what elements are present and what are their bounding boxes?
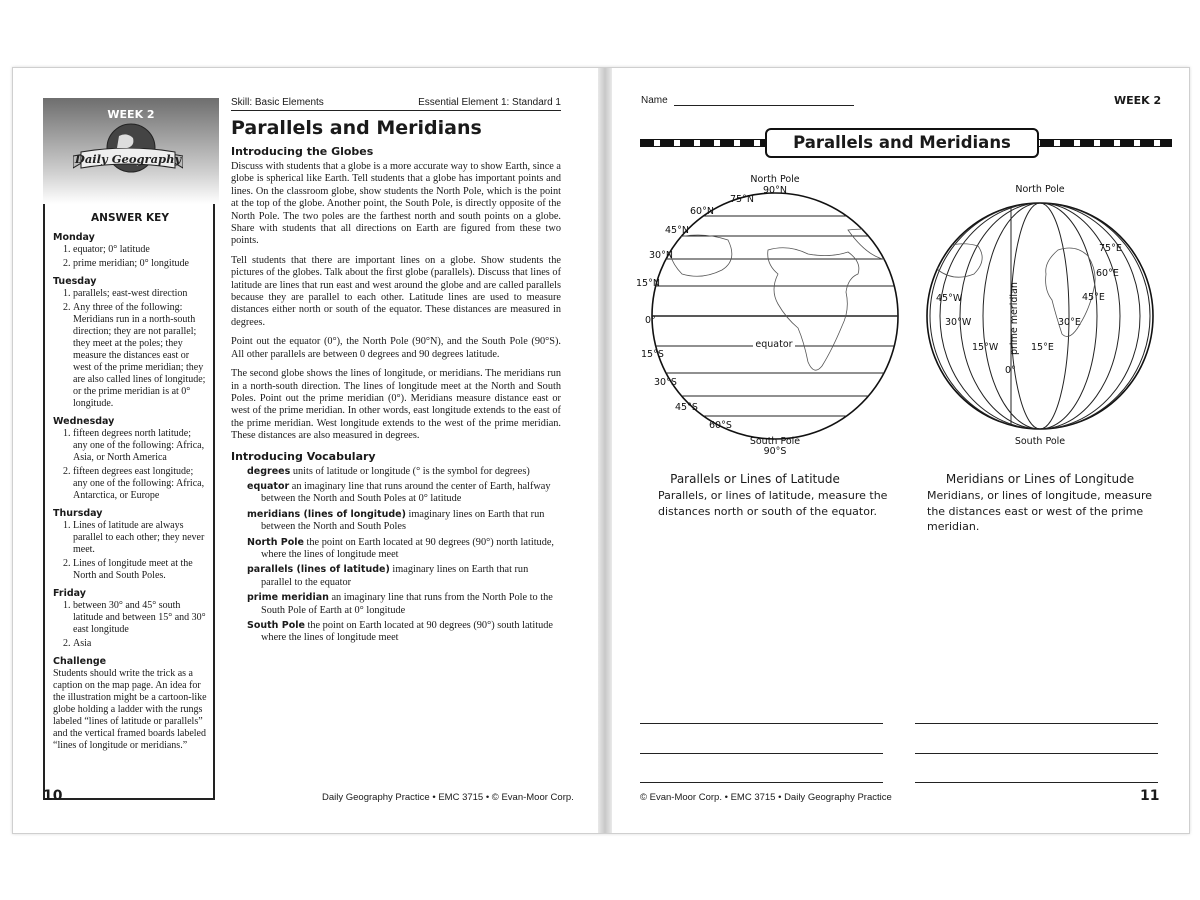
equator-label: equator [755, 339, 793, 350]
lat-label: 45°S [675, 402, 698, 413]
name-line [674, 96, 854, 106]
lon-label: 45°E [1082, 292, 1105, 303]
lesson-header [231, 97, 561, 111]
lat-label: 60°S [709, 420, 732, 431]
standard-label: Essential Element 1: Standard 1 [418, 97, 561, 108]
answer-item: 1. fifteen degrees north latitude; any one of the following: Africa, Asia, or North America [73, 428, 207, 464]
section-heading-vocabulary: Introducing Vocabulary [231, 449, 376, 463]
week-banner [43, 98, 219, 204]
book-gutter [598, 68, 612, 833]
lon-label: 15°W [972, 342, 999, 353]
answer-item: 1. Lines of latitude are always parallel to each other; they never meet. [73, 520, 207, 556]
paragraph: Point out the equator (0°), the North Pole (90°N), and the South Pole (90°S). All other parallels are between 0 degrees and 90 degrees latitude. [231, 336, 561, 360]
lat-label: 60°N [690, 206, 714, 217]
globes-illustration [628, 170, 1168, 470]
teacher-sidebar [43, 98, 219, 804]
lat-label: 30°N [649, 250, 673, 261]
answer-key-title: ANSWER KEY [91, 212, 169, 224]
section-heading-globes: Introducing the Globes [231, 145, 374, 158]
answer-item: 2. prime meridian; 0° longitude [73, 258, 207, 270]
paragraph: Discuss with students that a globe is a more accurate way to show Earth, since a globe is spherical like Earth. Tell students that a globe has important points and lines. On the classroom globe, show students the North Pole, which is the point at the top of the globe. Another point, the South Pole, is directly opposite of the North Pole. The two poles are the farthest north and south points on a globe. Share with students that all directions on Earth are figured from these two points. [231, 161, 561, 247]
paragraph: Tell students that there are important lines on a globe. Show students the pictures of the globes. Talk about the first globe (parallels). Discuss that lines of latitude are lines that run east and west around the globe and are called parallels because they are parallel to each other. Latitude lines are used to measure distances either north or south of the equator. These distances are measured in degrees. [231, 254, 561, 328]
lon-label: 75°E [1099, 243, 1122, 254]
vocab-item [247, 537, 561, 562]
answer-item: 2. Lines of longitude meet at the North and South Poles. [73, 558, 207, 582]
vocabulary-list [231, 466, 561, 645]
day-wednesday: Wednesday [53, 416, 115, 427]
writing-line[interactable] [640, 723, 883, 724]
day-thursday: Thursday [53, 508, 103, 519]
longitude-caption-title: Meridians or Lines of Longitude [945, 472, 1135, 486]
footer-right: © Evan-Moor Corp. • EMC 3715 • Daily Geography Practice [640, 792, 892, 803]
friday-answers [53, 600, 207, 650]
vocab-item [247, 620, 561, 645]
vocab-definition: an imaginary line that runs around the center of Earth, halfway between the North and South Poles at 0° latitude [261, 480, 551, 505]
title-bar [640, 128, 1172, 156]
lat-label: 30°S [654, 377, 677, 388]
answer-item: 1. between 30° and 45° south latitude and between 15° and 30° east longitude [73, 600, 207, 636]
latitude-caption-text: Parallels, or lines of latitude, measure the distances north or south of the equator. [658, 489, 888, 518]
lon-label: 45°W [936, 293, 963, 304]
vocab-term: parallels (lines of latitude) [247, 564, 390, 576]
vocab-term: meridians (lines of longitude) [247, 508, 406, 520]
writing-line[interactable] [640, 782, 883, 783]
vocab-definition: the point on Earth located at 90 degrees (90°) south latitude where the lines of longitude meet [261, 620, 553, 644]
answer-item: 2. Asia [73, 638, 207, 650]
lon-label: 30°E [1058, 317, 1081, 328]
latitude-globe [628, 174, 928, 457]
prime-meridian-label: prime meridian [1009, 282, 1020, 355]
vocab-definition: units of latitude or longitude (° is the symbol for degrees) [290, 465, 530, 477]
north-pole-label: North Pole [750, 174, 800, 185]
lesson-title: Parallels and Meridians [231, 117, 482, 139]
paragraph: The second globe shows the lines of longitude, or meridians. The meridians run in a north-south direction. The lines of longitude meet at the North and South Poles. Point out the prime meridian (0°). Meridians measure distance east or west of the prime meridian. In other words, east longitude extends to the east of the prime meridian. West longitude extends to the west of the prime meridian. These distances are also measured in degrees. [231, 368, 561, 442]
day-friday: Friday [53, 588, 86, 599]
sidebar-week-label: WEEK 2 [107, 108, 155, 121]
vocab-term: North Pole [247, 536, 304, 548]
lon-label: 60°E [1096, 268, 1119, 279]
writing-line[interactable] [915, 782, 1158, 783]
vocab-definition: an imaginary line that runs from the North Pole to the South Pole of Earth at 0° longitude [261, 592, 553, 616]
vocab-definition: imaginary lines on Earth that run between the North and South Poles [261, 508, 545, 533]
vocab-item [247, 466, 561, 478]
monday-answers [53, 244, 207, 270]
vocab-item [247, 592, 561, 617]
vocab-definition: imaginary lines on Earth that run parallel to the equator [261, 564, 529, 588]
skill-label: Skill: Basic Elements [231, 97, 324, 108]
longitude-caption-text: Meridians, or lines of longitude, measure the distances east or west of the prime meridian. [927, 489, 1153, 533]
latitude-caption-title: Parallels or Lines of Latitude [670, 472, 840, 486]
wednesday-answers [53, 428, 207, 502]
vocab-term: South Pole [247, 620, 305, 631]
thursday-answers [53, 520, 207, 582]
vocab-item [247, 481, 561, 506]
writing-line[interactable] [915, 723, 1158, 724]
daily-geography-badge: Daily Geography [73, 148, 183, 174]
page-number-right: 11 [1140, 788, 1160, 804]
lon-label: 30°W [945, 317, 972, 328]
answer-item: 2. Any three of the following: Meridians run in a north-south direction; they are not parallel; they meet at the poles; they measure the distances east or west of the prime meridian; they are also called lines of longitude; or the prime meridian is at 0° longitude. [73, 302, 207, 410]
lat-label: 15°S [641, 349, 664, 360]
vocab-term: degrees [247, 465, 291, 477]
name-field [641, 95, 854, 106]
answer-item: 1. parallels; east-west direction [73, 288, 207, 300]
page-number-left: 10 [43, 788, 63, 804]
answer-item: 2. fifteen degrees east longitude; any one of the following: Africa, Antarctica, or Europe [73, 466, 207, 502]
longitude-globe [927, 184, 1153, 447]
writing-line[interactable] [640, 753, 883, 754]
lesson-column [231, 97, 561, 648]
worksheet-title: Parallels and Meridians [765, 128, 1039, 158]
vocab-term: equator [247, 480, 290, 492]
vocab-item [247, 509, 561, 534]
lat-label: 15°N [636, 278, 660, 289]
south-degree-label: 90°S [763, 446, 787, 457]
vocab-definition: the point on Earth located at 90 degrees (90°) north latitude, where the lines of longitude meet [261, 536, 554, 560]
vocab-item [247, 564, 561, 589]
day-tuesday: Tuesday [53, 276, 97, 287]
lat-label: 75°N [730, 194, 754, 205]
tuesday-answers [53, 288, 207, 410]
answer-item: 1. equator; 0° latitude [73, 244, 207, 256]
north-degree-label: 90°N [763, 185, 787, 196]
lat-label: 0° [645, 315, 656, 326]
challenge-text: Students should write the trick as a caption on the map page. An idea for the illustration might be a cartoon-like globe holding a ladder with the rungs labeled “lines of latitude or parallels” and the vertical framed boards labeled “lines of longitude or meridians.” [53, 668, 207, 751]
footer-left: Daily Geography Practice • EMC 3715 • © Evan-Moor Corp. [322, 792, 574, 803]
name-label: Name [641, 95, 668, 106]
answer-key-box [43, 204, 215, 800]
challenge-title: Challenge [53, 656, 107, 667]
south-pole-label-2: South Pole [1014, 436, 1066, 447]
lat-label: 45°N [665, 225, 689, 236]
week-label-right: WEEK 2 [1114, 94, 1162, 107]
writing-line[interactable] [915, 753, 1158, 754]
day-monday: Monday [53, 232, 95, 243]
north-pole-label-2: North Pole [1015, 184, 1065, 195]
lon-label: 15°E [1031, 342, 1054, 353]
vocab-term: prime meridian [247, 592, 329, 604]
lon-label: 0° [1005, 365, 1016, 376]
south-pole-label: South Pole [749, 436, 801, 447]
